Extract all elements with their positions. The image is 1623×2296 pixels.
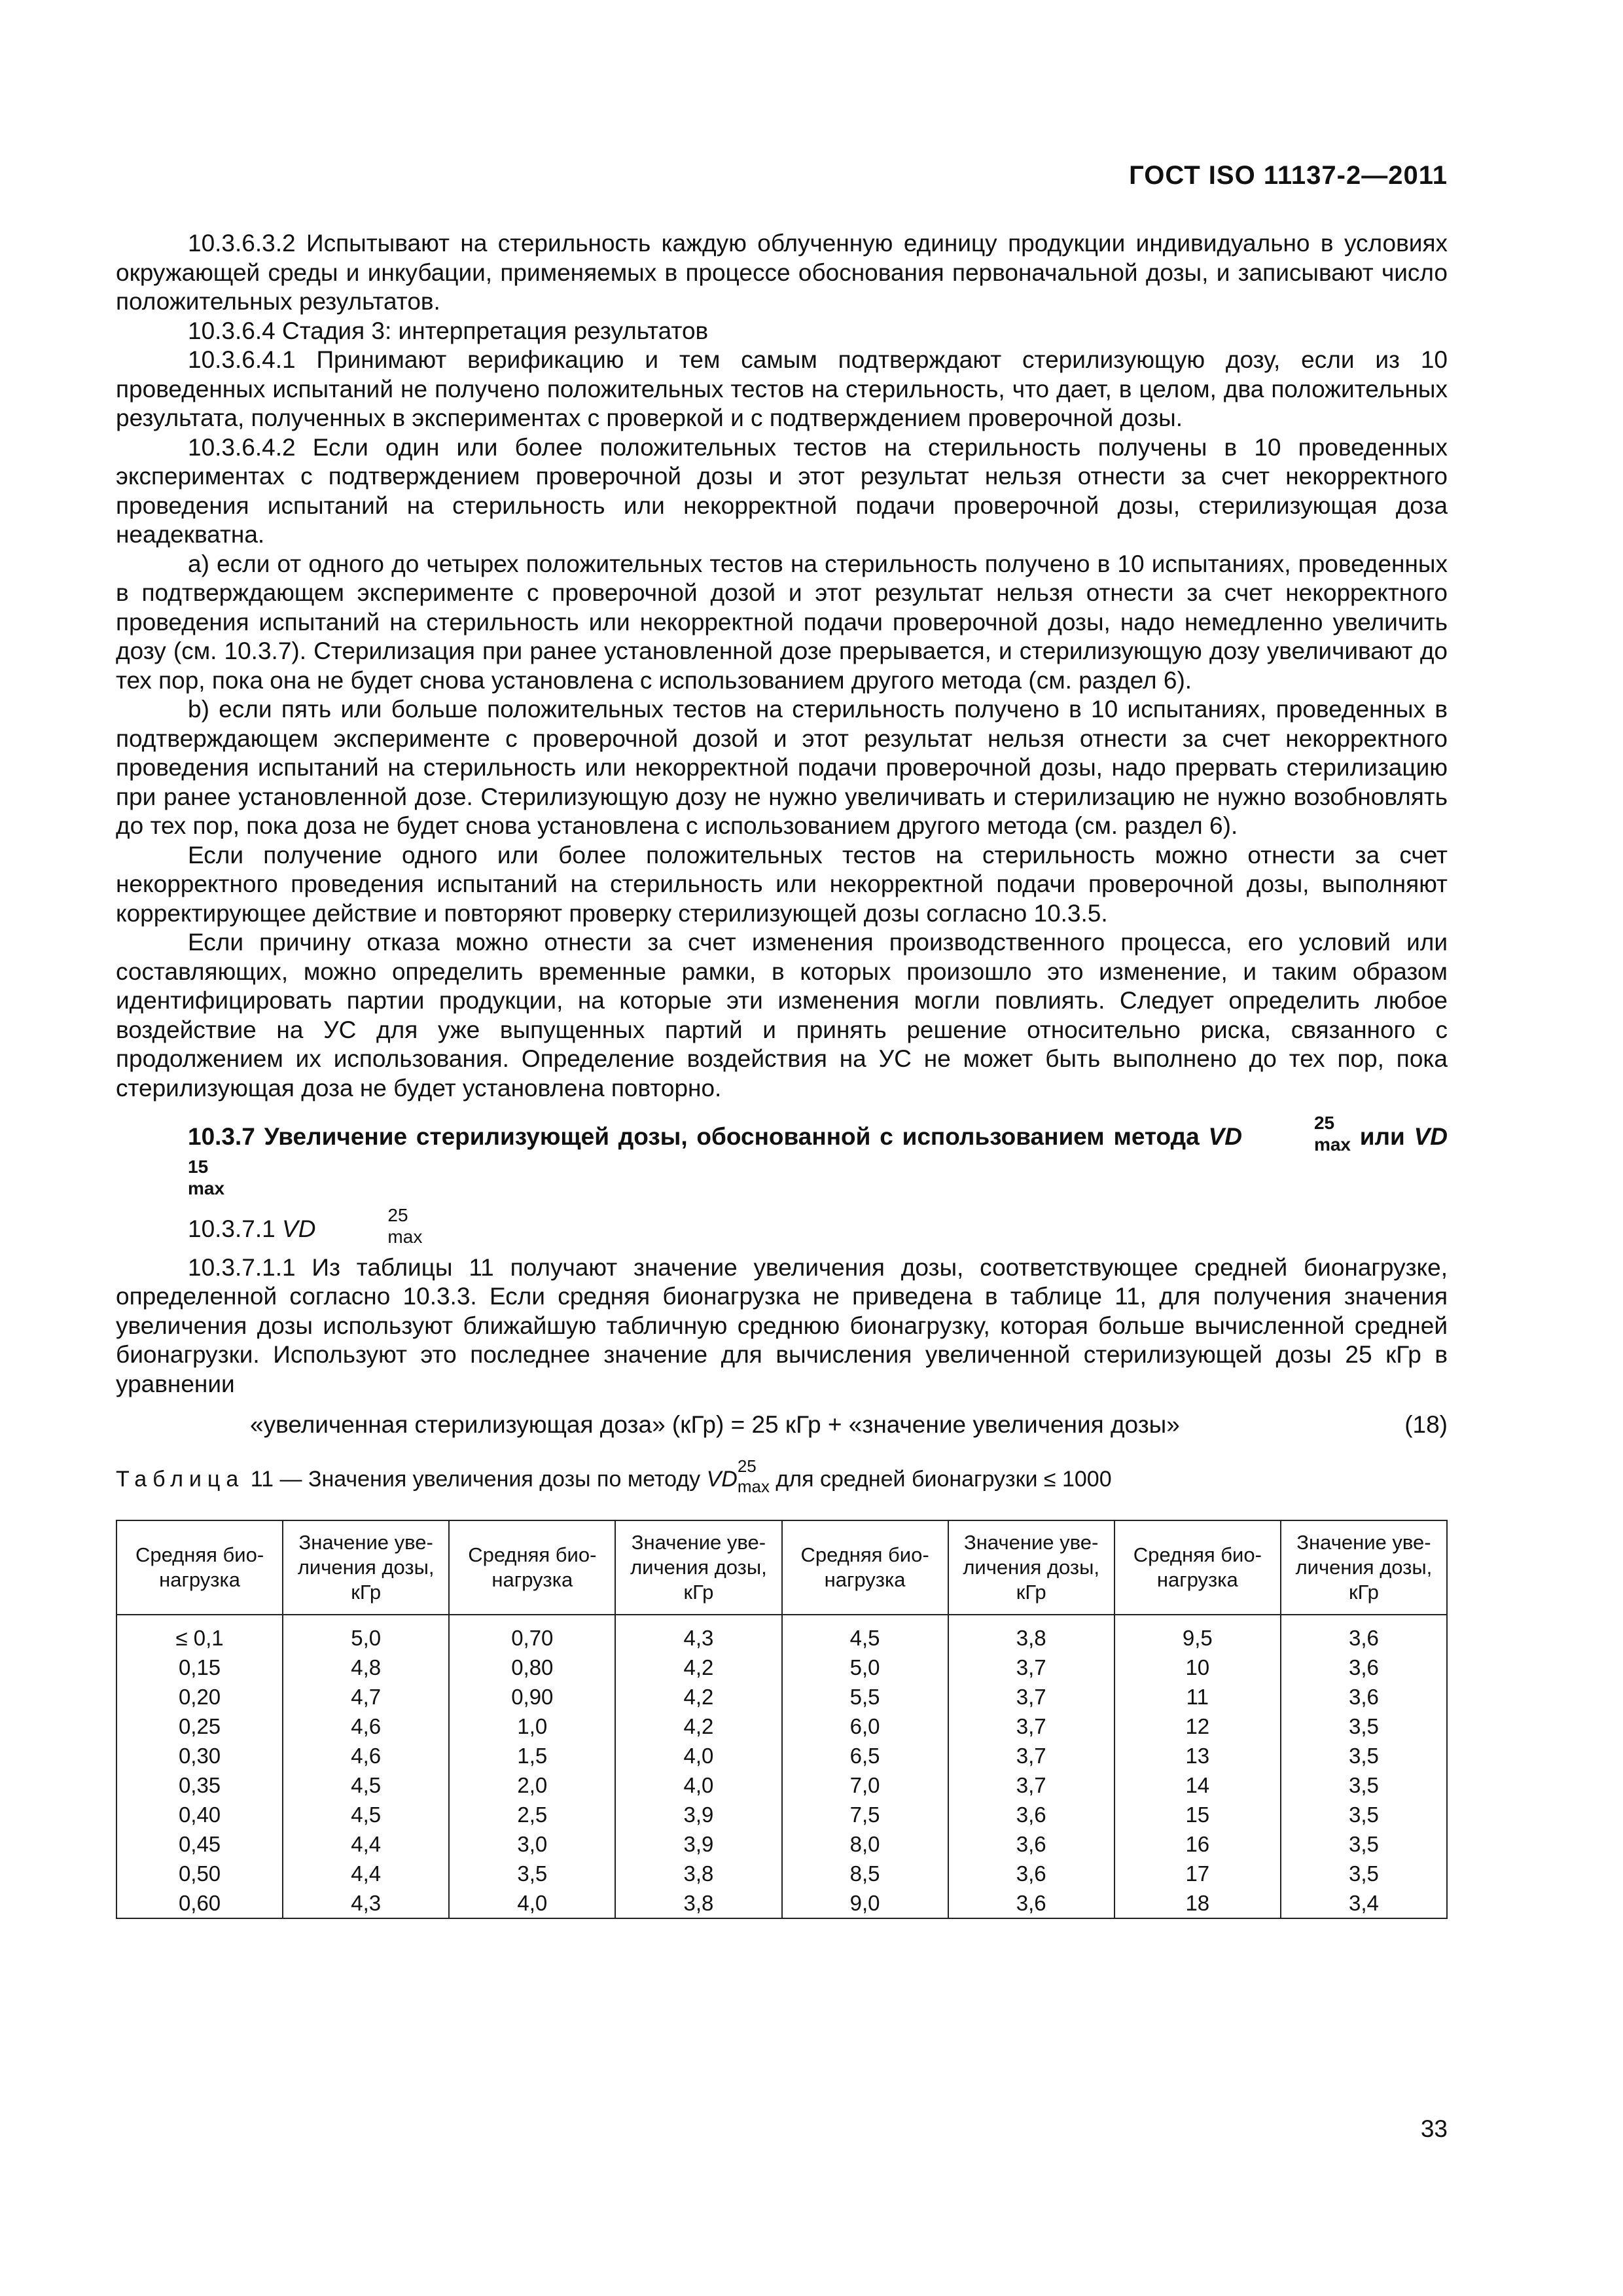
table-cell: 14 xyxy=(1115,1770,1281,1800)
table-cell: 5,0 xyxy=(283,1615,449,1653)
table-cell: 15 xyxy=(1115,1800,1281,1829)
table-cell: 3,4 xyxy=(1281,1888,1447,1918)
table-cell: 3,6 xyxy=(1281,1615,1447,1653)
superscript: 25 xyxy=(387,1205,408,1226)
table-cell: 0,60 xyxy=(116,1888,283,1918)
table-cell: 7,0 xyxy=(782,1770,948,1800)
heading-text: 10.3.7 Увеличение стерилизующей дозы, обоснованной с использованием метода xyxy=(188,1123,1209,1151)
table-cell: 4,2 xyxy=(615,1682,781,1712)
table-cell: 3,6 xyxy=(948,1829,1115,1859)
table-header-row xyxy=(116,1520,1447,1615)
table-cell: 3,9 xyxy=(615,1800,781,1829)
table-cell: 0,45 xyxy=(116,1829,283,1859)
table-cell: 3,0 xyxy=(449,1829,615,1859)
table-row xyxy=(116,1888,1447,1918)
table-cell: 3,7 xyxy=(948,1712,1115,1741)
table-cell: 1,5 xyxy=(449,1741,615,1770)
table-cell: 11 xyxy=(1115,1682,1281,1712)
table-cell: 4,2 xyxy=(615,1653,781,1682)
document-header: ГОСТ ISO 11137-2—2011 xyxy=(1129,161,1448,190)
vd-indices xyxy=(1242,1112,1351,1156)
table-cell: 3,6 xyxy=(948,1800,1115,1829)
table-cell: 4,5 xyxy=(782,1615,948,1653)
subscript: max xyxy=(737,1476,770,1496)
table-row xyxy=(116,1615,1447,1653)
caption-label: Таблица xyxy=(116,1467,245,1492)
table-cell: 4,0 xyxy=(615,1741,781,1770)
table-cell: 0,80 xyxy=(449,1653,615,1682)
table-cell: 3,5 xyxy=(1281,1770,1447,1800)
table-cell: 3,8 xyxy=(948,1615,1115,1653)
table-row xyxy=(116,1741,1447,1770)
vd-symbol: VD xyxy=(1414,1123,1448,1151)
table-cell: 3,8 xyxy=(615,1888,781,1918)
table-row xyxy=(116,1712,1447,1741)
column-header: Значение уве-личения дозы, кГр xyxy=(1281,1520,1447,1615)
vd-indices xyxy=(315,1204,422,1248)
subscript: max xyxy=(188,1177,225,1198)
table-cell: 16 xyxy=(1115,1829,1281,1859)
table-cell: 1,0 xyxy=(449,1712,615,1741)
table-cell: 3,6 xyxy=(1281,1682,1447,1712)
table-cell: 3,8 xyxy=(615,1859,781,1888)
column-header: Средняя био-нагрузка xyxy=(449,1520,615,1615)
table-cell: 3,5 xyxy=(1281,1741,1447,1770)
paragraph: 10.3.6.4.2 Если один или более положительных тестов на стерильность получены в 10 проведенных экспериментах с подтверждением проверочной дозы и этот результат нельзя отнести за счет некорректного проведения испытаний на стерильность или некорректной подачи проверочной дозы, стерилизующая доза неадекватна. xyxy=(116,433,1448,548)
table-cell: 8,0 xyxy=(782,1829,948,1859)
table-cell: 3,6 xyxy=(1281,1653,1447,1682)
table-cell: 4,6 xyxy=(283,1741,449,1770)
paragraph: 10.3.6.4.1 Принимают верификацию и тем самым подтверждают стерилизующую дозу, если из 10 проведенных испытаний не получено положительных тестов на стерильность, что дает, в целом, два положительных результата, полученных в экспериментах с проверкой и с подтверждением проверочной дозы. xyxy=(116,346,1448,431)
section-heading xyxy=(116,1112,1448,1199)
paragraph: 10.3.6.4 Стадия 3: интерпретация результатов xyxy=(188,317,709,344)
table-cell: 3,6 xyxy=(948,1859,1115,1888)
table-cell: 0,90 xyxy=(449,1682,615,1712)
paragraph: Если получение одного или более положительных тестов на стерильность можно отнести за счет некорректного проведения испытаний на стерильность или некорректной подачи проверочной дозы, выполняют корректирующее действие и повторяют проверку стерилизующей дозы согласно 10.3.5. xyxy=(116,841,1448,927)
table-cell: 4,7 xyxy=(283,1682,449,1712)
table-cell: 8,5 xyxy=(782,1859,948,1888)
table-cell: 3,5 xyxy=(1281,1712,1447,1741)
table-cell: 6,0 xyxy=(782,1712,948,1741)
table-cell: 7,5 xyxy=(782,1800,948,1829)
table-cell: 12 xyxy=(1115,1712,1281,1741)
table-cell: 3,6 xyxy=(948,1888,1115,1918)
column-header: Средняя био-нагрузка xyxy=(782,1520,948,1615)
column-header: Значение уве-личения дозы, кГр xyxy=(615,1520,781,1615)
column-header: Значение уве-личения дозы, кГр xyxy=(948,1520,1115,1615)
table-cell: 0,50 xyxy=(116,1859,283,1888)
table-cell: 0,15 xyxy=(116,1653,283,1682)
table-cell: 13 xyxy=(1115,1741,1281,1770)
table-caption xyxy=(116,1456,1448,1496)
table-row xyxy=(116,1829,1447,1859)
table-row xyxy=(116,1800,1447,1829)
table-cell: 4,2 xyxy=(615,1712,781,1741)
column-header: Средняя био-нагрузка xyxy=(1115,1520,1281,1615)
table-cell: 4,8 xyxy=(283,1653,449,1682)
table-cell: ≤ 0,1 xyxy=(116,1615,283,1653)
table-cell: 4,5 xyxy=(283,1770,449,1800)
table-cell: 4,0 xyxy=(449,1888,615,1918)
column-header: Значение уве-личения дозы, кГр xyxy=(283,1520,449,1615)
table-cell: 3,9 xyxy=(615,1829,781,1859)
vd-symbol: VD xyxy=(282,1215,316,1243)
table-cell: 18 xyxy=(1115,1888,1281,1918)
table-cell: 3,5 xyxy=(1281,1859,1447,1888)
caption-tail: для средней бионагрузки ≤ 1000 xyxy=(769,1467,1112,1492)
table-cell: 3,5 xyxy=(449,1859,615,1888)
table-cell: 9,5 xyxy=(1115,1615,1281,1653)
vd-symbol: VD xyxy=(706,1467,738,1492)
table-cell: 4,6 xyxy=(283,1712,449,1741)
table-cell: 3,7 xyxy=(948,1741,1115,1770)
paragraph: Если причину отказа можно отнести за счет изменения производственного процесса, его условий или составляющих, можно определить временные рамки, в которых произошло это изменение, и таким образом идентифицировать партии продукции, на которые эти изменения могли повлиять. Следует определить любое воздействие на УС для уже выпущенных партий и принять решение относительно риска, связанного с продолжением их использования. Определение воздействия на УС не может быть выполнено до тех пор, пока стерилизующая доза не будет установлена повторно. xyxy=(116,929,1448,1102)
paragraph: 10.3.7.1.1 Из таблицы 11 получают значение увеличения дозы, соответствующее средней бионагрузке, определенной согласно 10.3.3. Если средняя бионагрузка не приведена в таблице 11, для получения значения увеличения дозы используют ближайшую табличную среднюю бионагрузку, которая больше вычисленной средней бионагрузки. Используют это последнее значение для вычисления увеличенной стерилизующей дозы 25 кГр в уравнении xyxy=(116,1253,1448,1397)
table-cell: 6,5 xyxy=(782,1741,948,1770)
table-cell: 3,5 xyxy=(1281,1829,1447,1859)
paragraph: b) если пять или больше положительных тестов на стерильность получено в 10 испытаниях, проведенных в подтверждающем эксперименте с проверочной дозой и этот результат нельзя отнести за счет некорректного проведения испытаний на стерильность или некорректной подачи проверочной дозы, надо прервать стерилизацию при ранее установленной дозе. Стерилизующую дозу не нужно увеличивать и стерилизацию не нужно возобновлять до тех пор, пока доза не будет снова установлена с использованием другого метода (см. раздел 6). xyxy=(116,696,1448,839)
table-cell: 9,0 xyxy=(782,1888,948,1918)
page-content xyxy=(116,229,1448,1919)
table-cell: 0,40 xyxy=(116,1800,283,1829)
table-cell: 0,30 xyxy=(116,1741,283,1770)
subscript: max xyxy=(387,1227,423,1247)
table-cell: 4,0 xyxy=(615,1770,781,1800)
vd-indices xyxy=(738,1456,770,1496)
table-cell: 3,7 xyxy=(948,1770,1115,1800)
table-cell: 3,5 xyxy=(1281,1800,1447,1829)
table-cell: 5,0 xyxy=(782,1653,948,1682)
table-cell: 0,20 xyxy=(116,1682,283,1712)
paragraph: а) если от одного до четырех положительных тестов на стерильность получено в 10 испытаниях, проведенных в подтверждающем эксперименте с проверочной дозой и этот результат нельзя отнести за счет некорректного проведения испытаний на стерильность или некорректной подачи проверочной дозы, надо немедленно увеличить дозу (см. 10.3.7). Стерилизация при ранее установленной дозе прерывается, и стерилизующую дозу увеличивают до тех пор, пока она не будет снова установлена с использованием другого метода (см. раздел 6). xyxy=(116,550,1448,694)
paragraph: 10.3.6.3.2 Испытывают на стерильность каждую облученную единицу продукции индивидуально в условиях окружающей среды и инкубации, применяемых в процессе обоснования первоначальной дозы, и записывают число положительных результатов. xyxy=(116,230,1448,315)
equation xyxy=(116,1410,1448,1443)
table-cell: 4,3 xyxy=(615,1615,781,1653)
equation-text: «увеличенная стерилизующая доза» (кГр) = 25 кГр + «значение увеличения дозы» xyxy=(250,1411,1180,1439)
table-cell: 4,3 xyxy=(283,1888,449,1918)
table-cell: 2,0 xyxy=(449,1770,615,1800)
table-cell: 4,5 xyxy=(283,1800,449,1829)
vd-indices xyxy=(116,1156,224,1200)
subscript: max xyxy=(1313,1134,1351,1155)
subsection-heading xyxy=(116,1204,1448,1248)
equation-number: (18) xyxy=(1404,1411,1448,1439)
table-cell: 0,25 xyxy=(116,1712,283,1741)
heading-or: или xyxy=(1359,1123,1414,1151)
table-cell: 4,4 xyxy=(283,1859,449,1888)
table-cell: 10 xyxy=(1115,1653,1281,1682)
table-row xyxy=(116,1770,1447,1800)
subsection-number: 10.3.7.1 xyxy=(188,1215,283,1243)
table-row xyxy=(116,1682,1447,1712)
table-cell: 2,5 xyxy=(449,1800,615,1829)
table-cell: 0,35 xyxy=(116,1770,283,1800)
table-row xyxy=(116,1653,1447,1682)
vd-symbol: VD xyxy=(1208,1123,1242,1151)
page-number: 33 xyxy=(1420,2115,1448,2142)
caption-text: 11 — Значения увеличения дозы по методу xyxy=(244,1467,707,1492)
table-cell: 5,5 xyxy=(782,1682,948,1712)
table-cell: 0,70 xyxy=(449,1615,615,1653)
column-header: Средняя био-нагрузка xyxy=(116,1520,283,1615)
table-cell: 3,7 xyxy=(948,1653,1115,1682)
superscript: 25 xyxy=(737,1456,757,1477)
table-cell: 4,4 xyxy=(283,1829,449,1859)
superscript: 15 xyxy=(188,1156,209,1177)
table-row xyxy=(116,1859,1447,1888)
table-body xyxy=(116,1615,1447,1918)
dose-increment-table xyxy=(116,1520,1448,1919)
superscript: 25 xyxy=(1313,1113,1335,1133)
table-cell: 17 xyxy=(1115,1859,1281,1888)
table-cell: 3,7 xyxy=(948,1682,1115,1712)
